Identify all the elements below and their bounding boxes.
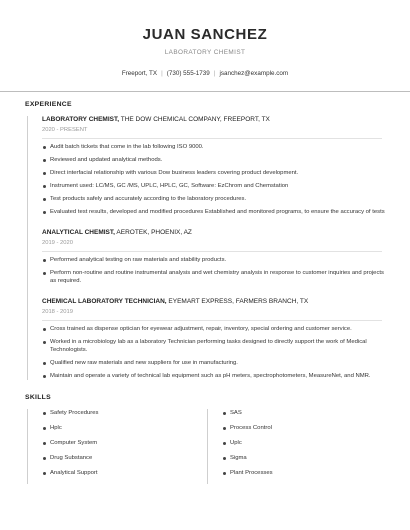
job-entry [42, 229, 385, 285]
job-entry [42, 298, 385, 380]
job-divider [42, 138, 382, 139]
job-bullets [42, 143, 385, 216]
skill-item: Analytical Support [42, 469, 205, 477]
job-title: LABORATORY CHEMIST [164, 49, 246, 56]
job-role: CHEMICAL LABORATORY TECHNICIAN, [42, 298, 167, 305]
skills-column-right [205, 409, 385, 484]
skill-item: Process Control [222, 424, 385, 432]
job-role: ANALYTICAL CHEMIST, [42, 229, 115, 236]
skill-item: Plant Processes [222, 469, 385, 477]
job-bullet: Performed analytical testing on raw materials and stability products. [42, 256, 385, 264]
skills-bullets [42, 409, 205, 477]
job-bullet: Maintain and operate a variety of technical lab equipment such as pH meters, spectrophotometers, MeasureNet, and NMR. [42, 372, 385, 380]
experience-heading: EXPERIENCE [25, 101, 72, 108]
job-bullet: Qualified new raw materials and new suppliers for use in manufacturing. [42, 359, 385, 367]
skill-item: Drug Substance [42, 454, 205, 462]
job-bullet: Instrument used: LC/MS, GC /MS, UPLC, HPLC, GC, Software: EzChrom and Chemstation [42, 182, 385, 190]
job-bullet: Direct interfacial relationship with various Dow business leaders covering product development. [42, 169, 385, 177]
skills-list [25, 409, 385, 484]
skill-item: Computer System [42, 439, 205, 447]
job-company: THE DOW CHEMICAL COMPANY, FREEPORT, TX [119, 116, 270, 123]
job-bullet: Perform non-routine and routine instrumental analysis and wet chemistry analysis in response to customer inquiries and projects as required. [42, 269, 385, 285]
job-bullet: Test products safely and accurately according to the laboratory procedures. [42, 195, 385, 203]
experience-section [0, 101, 410, 484]
contact-location: Freeport, TX [121, 70, 158, 77]
skill-item: Safety Procedures [42, 409, 205, 417]
job-bullet: Reviewed and updated analytical methods. [42, 156, 385, 164]
contact-info [0, 70, 410, 77]
resume-header [0, 0, 410, 77]
job-bullets [42, 325, 385, 380]
job-bullets [42, 256, 385, 285]
job-entry [42, 116, 385, 216]
skills-timeline-line [207, 409, 208, 484]
experience-list [25, 116, 385, 380]
job-bullet: Evaluated test results, developed and modified procedures Established and monitored programs, to ensure the accuracy of tests [42, 208, 385, 216]
job-company: EYEMART EXPRESS, FARMERS BRANCH, TX [166, 298, 309, 305]
header-divider [0, 91, 410, 92]
job-company: AEROTEK, PHOENIX, AZ [114, 229, 192, 236]
job-dates: 2020 - PRESENT [42, 127, 88, 133]
job-heading [42, 298, 385, 305]
job-heading [42, 229, 385, 236]
skill-item: SAS [222, 409, 385, 417]
job-dates: 2019 - 2020 [42, 240, 73, 246]
candidate-name: JUAN SANCHEZ [142, 26, 268, 43]
skills-column-left [25, 409, 205, 484]
skill-item: Uplc [222, 439, 385, 447]
job-bullet: Cross trained as dispense optician for eyewear adjustment, repair, inventory, special ordering and customer service. [42, 325, 385, 333]
contact-separator: | [161, 70, 163, 77]
skill-item: Hplc [42, 424, 205, 432]
job-bullet: Audit batch tickets that come in the lab following ISO 9000. [42, 143, 385, 151]
skills-heading: SKILLS [25, 394, 51, 401]
skill-item: Sigma [222, 454, 385, 462]
job-divider [42, 251, 382, 252]
contact-separator: | [213, 70, 216, 77]
contact-email[interactable]: jsanchez@example.com [219, 70, 289, 77]
skills-bullets [222, 409, 385, 477]
experience-timeline-line [27, 116, 28, 380]
job-bullet: Worked in a microbiology lab as a laboratory Technician performing tasks designed to directly support the work of Medical Technologists. [42, 338, 385, 354]
job-dates: 2018 - 2019 [42, 309, 73, 315]
job-heading [42, 116, 385, 123]
job-divider [42, 320, 382, 321]
job-role: LABORATORY CHEMIST, [42, 116, 120, 123]
contact-phone: (730) 555-1739 [166, 70, 210, 77]
skills-timeline-line [27, 409, 28, 484]
